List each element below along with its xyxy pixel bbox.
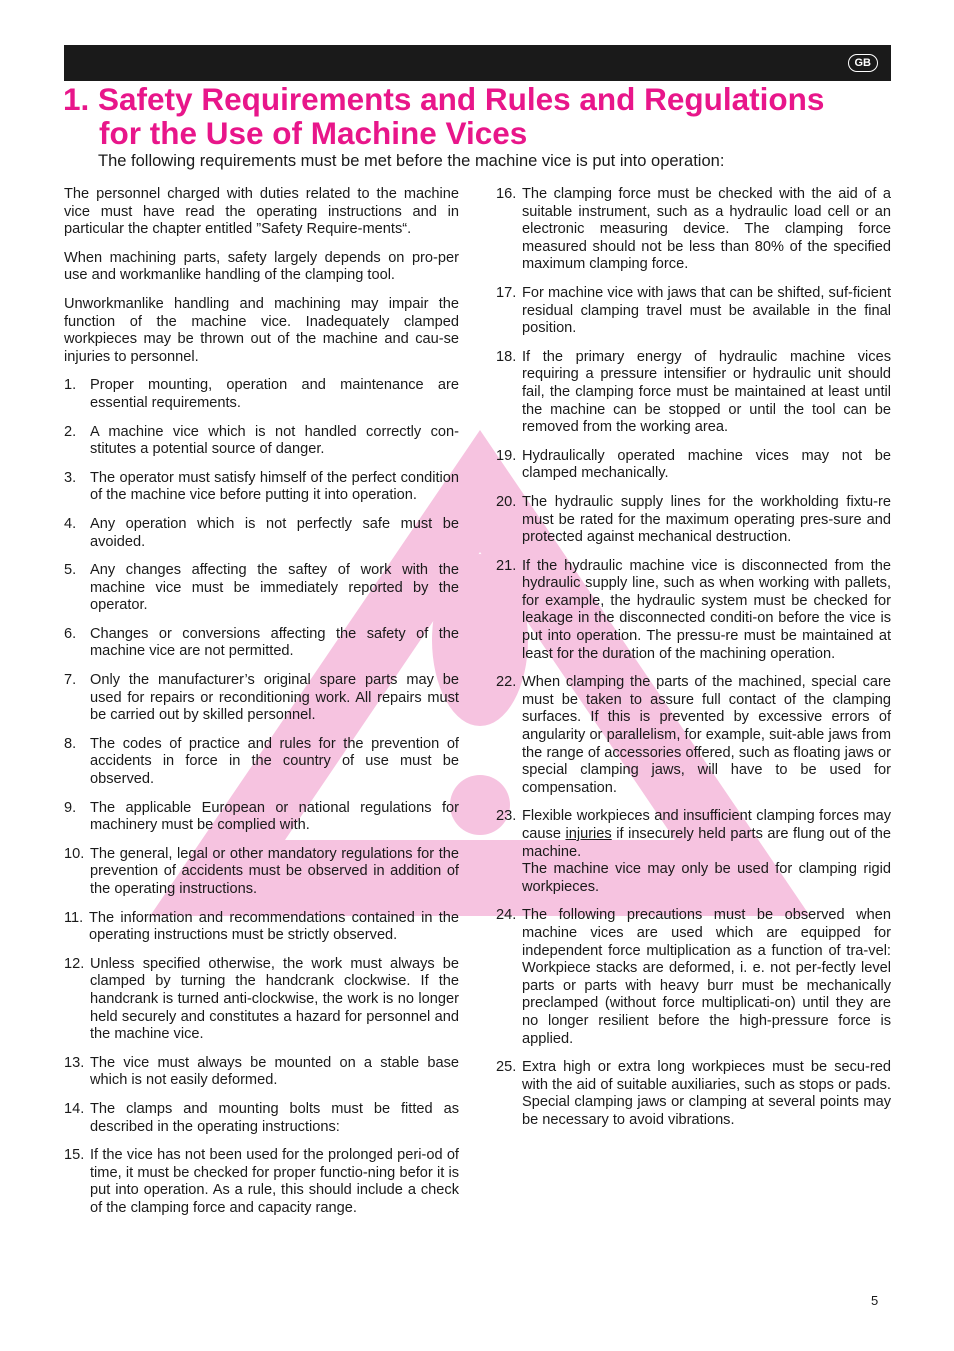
item-number: 5. (64, 562, 77, 579)
list-item (64, 470, 459, 505)
list-item (496, 494, 891, 547)
item-text: The clamps and mounting bolts must be fitted as described in the operating instructions: (90, 1100, 459, 1135)
item-text: If the primary energy of hydraulic machine vices requiring a pressure intensifier or hydraulic unit should fail, the clamping force must be maintained at least until the machine can be stopped or until the tool can be removed from the working area. (522, 348, 891, 436)
item-number: 4. (64, 515, 77, 532)
item-number: 24. (496, 907, 517, 924)
intro-paragraph: The personnel charged with duties related to the machine vice must have read the operating instructions and in particular the chapter entitled ”Safety Require-ments“. (64, 186, 459, 238)
item-text: Any changes affecting the saftey of work with the machine vice must be immediately reported by the operator. (90, 562, 459, 614)
list-item (64, 562, 459, 615)
item-number: 15. (64, 1147, 85, 1164)
requirements-list-left (64, 377, 459, 1217)
list-item (64, 672, 459, 725)
list-item (496, 186, 891, 274)
item-text: Only the manufacturer’s original spare parts may be used for repairs or reconditioning work. All repairs must be carried out by skilled personnel. (90, 672, 459, 724)
item-number: 22. (496, 674, 517, 691)
item-text: If the vice has not been used for the prolonged peri-od of time, it must be checked for proper functio-ning befor it is put into operation. As a rule, this should include a check of the clamping force and capacity range. (90, 1147, 459, 1216)
item-number: 3. (64, 469, 77, 486)
item-number: 12. (64, 955, 85, 972)
list-item (496, 448, 891, 483)
item-text: The information and recommendations contained in the operating instructions must be strictly observed. (89, 909, 459, 944)
item-number: 23. (496, 808, 517, 825)
left-column (64, 186, 459, 1229)
item-text: For machine vice with jaws that can be shifted, suf-ficient residual clamping travel must be available in the final position. (522, 284, 891, 337)
item-number: 8. (64, 735, 77, 752)
item-number: 17. (496, 284, 517, 301)
item-number: 1. (64, 377, 77, 394)
item-number: 6. (64, 625, 77, 642)
item-number: 16. (496, 186, 517, 202)
item-text: Changes or conversions affecting the safety of the machine vice are not permitted. (90, 625, 459, 660)
page-title (63, 82, 923, 150)
item-number: 14. (64, 1100, 85, 1117)
item-text: The vice must always be mounted on a stable base which is not easily deformed. (90, 1054, 459, 1089)
list-item (64, 1101, 459, 1136)
item-text: Proper mounting, operation and maintenance are essential requirements. (90, 377, 459, 411)
list-item (64, 516, 459, 551)
intro-paragraph: Unworkmanlike handling and machining may impair the function of the machine vice. Inadequately clamped workpieces may be thrown out of the machine and cau-se injuries to personnel. (64, 295, 459, 365)
item-text: When clamping the parts of the machined, special care must be taken to assure full contact of the clamping surfaces. If this is prevented by excessive errors of angularity or parallelism, for example, suit-able jaws from the range of accessories offered, such as floating jaws or special clamping jaws, will have to be used for compensation. (522, 674, 891, 796)
intro-paragraph: When machining parts, safety largely depends on pro-per use and workmanlike handling of the clamping tool. (64, 249, 459, 284)
item-text: The clamping force must be checked with the aid of a suitable instrument, such as a hydraulic load cell or an electronic measuring device. The clamping force measured should not be less than 80% of the specified maximum clamping force. (522, 186, 891, 273)
item-number: 10. (64, 845, 85, 862)
underlined-word: injuries (565, 826, 612, 842)
item-text: If the hydraulic machine vice is disconnected from the hydraulic supply line, such as when working with pallets, for example, the hydraulic system must be checked for leakage in the disconnected conditi-on before the vice is put into operation. The pressu-re must be maintained at least for the duration of the machining operation. (522, 557, 891, 662)
item-text: The following precautions must be observed when machine vices are used which are equipped for independent force multiplication as a function of tra-vel: Workpiece stacks are deformed, i. e. not per-fectly level parts or parts with heavy burr must be mechanically preclamped (without force multiplicati-on) until they are no longer resilient before the high-pressure force is applied. (522, 907, 891, 1047)
list-item (64, 910, 459, 945)
list-item (64, 736, 459, 789)
list-item (496, 285, 891, 338)
item-number: 21. (496, 557, 517, 574)
item-number: 13. (64, 1054, 85, 1071)
item-text: The applicable European or national regulations for machinery must be complied with. (90, 799, 459, 834)
list-item (496, 1059, 891, 1129)
item-text: The hydraulic supply lines for the workholding fixtu-re must be rated for the maximum operating pres-sure and protected against mechanical destruction. (522, 493, 891, 546)
subtitle: The following requirements must be met before the machine vice is put into operation: (98, 152, 725, 170)
list-item (64, 424, 459, 459)
item-text: Hydraulically operated machine vices may not be clamped mechanically. (522, 447, 891, 482)
list-item (64, 846, 459, 899)
list-item (64, 1055, 459, 1090)
right-column (496, 186, 891, 1141)
requirements-list-right (496, 186, 891, 1130)
list-item (64, 626, 459, 661)
list-item (64, 1147, 459, 1217)
item-number: 7. (64, 672, 77, 689)
header-bar (64, 45, 891, 81)
item-text: Any operation which is not perfectly safe must be avoided. (90, 515, 459, 550)
item-number: 9. (64, 799, 77, 816)
item-text: Unless specified otherwise, the work must always be clamped by turning the handcrank clockwise. If the handcrank is turned anti-clockwise, the work is no longer held securely and constitutes a hazard for personnel and the machine vice. (90, 955, 459, 1043)
item-number: 20. (496, 493, 517, 510)
list-item (64, 800, 459, 835)
list-item (496, 674, 891, 797)
list-item (64, 956, 459, 1044)
page-number: 5 (871, 1293, 879, 1308)
item-number: 2. (64, 423, 77, 440)
item-number: 11. (64, 909, 84, 926)
item-text: The codes of practice and rules for the prevention of accidents in force in the country of use must be observed. (90, 735, 459, 788)
title-line-2: for the Use of Machine Vices (99, 115, 528, 152)
item-text-second: The machine vice may only be used for clamping rigid workpieces. (522, 861, 891, 895)
list-item (64, 377, 459, 412)
list-item (496, 907, 891, 1048)
list-item (496, 558, 891, 664)
item-number: 19. (496, 447, 517, 464)
item-text: Flexible workpieces and insufficient clamping forces may cause (522, 808, 891, 842)
item-number: 18. (496, 348, 517, 365)
item-number: 25. (496, 1059, 517, 1076)
item-text: Extra high or extra long workpieces must be secu-red with the aid of suitable auxiliaries, such as stops or pads. Special clamping jaws or clamping at several points may be necessary to avoid vibrations. (522, 1059, 891, 1128)
item-text: The general, legal or other mandatory regulations for the prevention of accidents must be observed in addition of the operating instructions. (90, 845, 459, 897)
item-text: The operator must satisfy himself of the perfect condition of the machine vice before putting it into operation. (90, 469, 459, 504)
language-badge: GB (848, 54, 879, 72)
item-text: if insecurely held parts are flung out of the machine. (522, 826, 892, 860)
list-item (496, 349, 891, 437)
title-line-1: 1. Safety Requirements and Rules and Regulations (63, 81, 825, 117)
item-text: A machine vice which is not handled correctly con-stitutes a potential source of danger. (90, 423, 459, 458)
list-item (496, 808, 891, 896)
